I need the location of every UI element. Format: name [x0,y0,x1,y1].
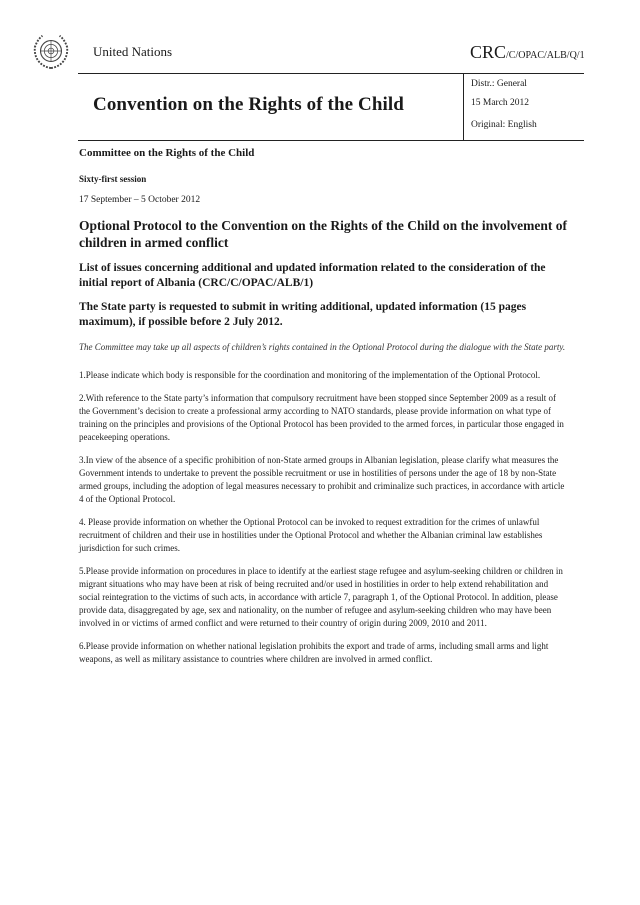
header-divider [463,73,464,140]
symbol-suffix: /C/OPAC/ALB/Q/1 [506,50,585,61]
header-rule-bottom [78,140,584,141]
original-language: Original: English [471,120,537,130]
issue-item: 1.Please indicate which body is responsible for the coordination and monitoring of the implementation of the Optional Protocol. [79,370,541,380]
organization-name: United Nations [93,44,173,59]
issue-item: 5.Please provide information on procedures in place to identify at the earliest stage refugee and asylum-seeking children or children in migrant situations who may have been at risk of being recruited and/or used in hostilities in order to help extend rehabilitation and social reintegration to the victims of such acts, in accordance with article 7, paragraph 1, of the Optional Protocol. In addition, please provide data, disaggregated by age, sex and nationality, on the number of refugee and asylum-seeking children who may have been involved in or victims of armed conflict and were returned to their country of origin during 2009, 2010 and 2011. [79,566,563,628]
document-symbol [470,42,585,63]
issue-item: 2.With reference to the State party’s information that compulsory recruitment have been stopped since September 2009 as a result of the Government’s decision to create a professional army according to NATO standards, please provide information on what type of training on the principles and provisions of the Optional Protocol has been provided to the armed forces, in particular those engaged in peacekeeping operations. [79,393,564,442]
document-body [79,147,569,676]
header-rule-top [78,73,584,74]
submission-request: The State party is requested to submit in writing additional, updated information (15 pages maximum), if possible before 2 July 2012. [79,301,527,328]
document-title: Convention on the Rights of the Child [93,94,404,115]
issue-date: 15 March 2012 [471,98,530,108]
list-of-issues-title: List of issues concerning additional and updated information related to the consideration of the initial report of Albania (CRC/C/OPAC/ALB/1) [79,262,546,289]
session-dates: 17 September – 5 October 2012 [79,195,201,205]
issue-item: 4. Please provide information on whether the Optional Protocol can be invoked to request extradition for the crimes of unlawful recruitment of children and their use in hostilities under the Optional Protocol and whether the Albanian criminal law establishes jurisdiction for such crimes. [79,517,543,553]
committee-note: The Committee may take up all aspects of children’s rights contained in the Optional Protocol during the dialogue with the State party. [79,342,566,352]
protocol-title: Optional Protocol to the Convention on the Rights of the Child on the involvement of children in armed conflict [79,218,568,250]
symbol-main: CRC [470,42,507,62]
committee-name: Committee on the Rights of the Child [79,147,255,159]
un-emblem-icon [32,32,70,70]
issue-item: 6.Please provide information on whether national legislation prohibits the export and trade of arms, including small arms and light weapons, as well as military assistance to countries where children are involved in armed conflict. [79,641,549,664]
session-name: Sixty-first session [79,174,147,184]
distribution: Distr.: General [471,79,527,89]
issue-item: 3.In view of the absence of a specific prohibition of non-State armed groups in Albanian legislation, please clarify what measures the Government intends to undertake to prevent the possible recruitment or use in hostilities of persons under the age of 18 by non-State armed groups, including the adoption of legal measures necessary to prohibit and criminalize such practices, in accordance with article 4 of the Optional Protocol. [79,455,565,504]
